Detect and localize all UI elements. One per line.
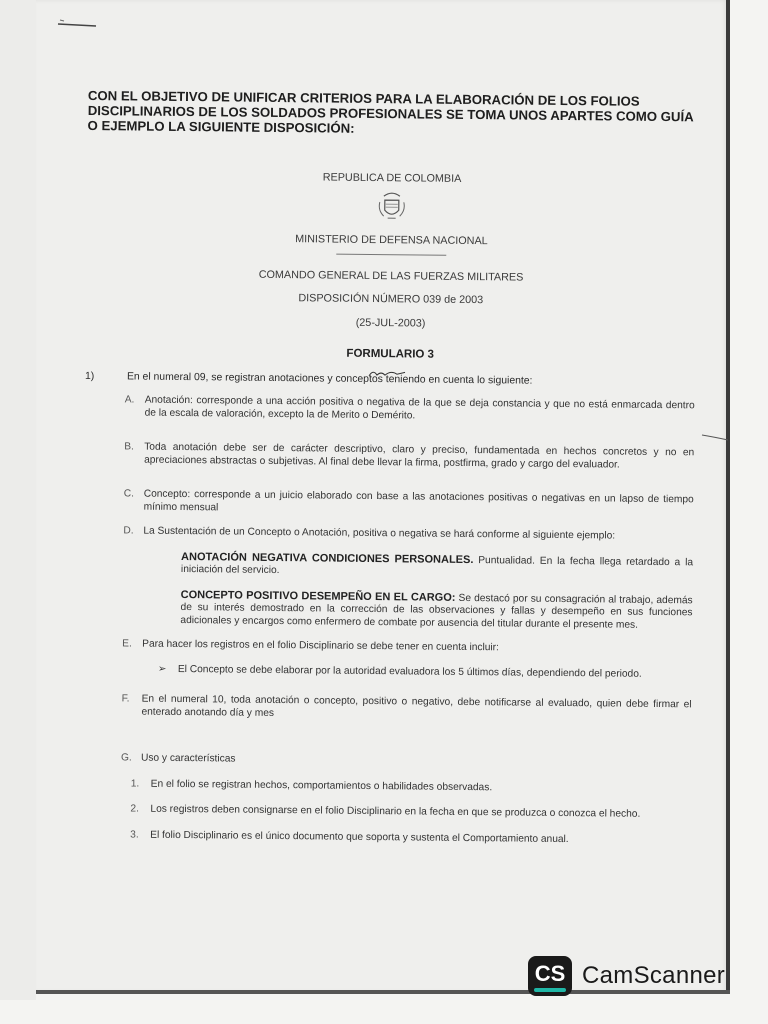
use-number: 2. [130, 803, 140, 815]
item-letter: C. [123, 488, 134, 500]
example-heading: ANOTACIÓN NEGATIVA CONDICIONES PERSONALES. [181, 550, 474, 566]
bullet-item [158, 663, 692, 681]
use-text: Los registros deben consignarse en el folio Disciplinario en la fecha en que se produzca o conozca el hecho. [150, 803, 641, 820]
handwritten-initials [367, 367, 407, 379]
item-letter: A. [124, 394, 135, 406]
item-number: 1) [84, 370, 95, 383]
use-item [131, 778, 691, 796]
item-text: La Sustentación de un Concepto o Anotación, positiva o negativa se hará conforme al siguiente ejemplo: [143, 525, 616, 542]
list-item-a [125, 394, 695, 425]
paper-edge-shadow [726, 0, 730, 992]
camscanner-watermark: CamScanner [582, 962, 726, 989]
item-letter: D. [123, 525, 134, 537]
list-item-c [124, 488, 694, 519]
uses-list [130, 778, 691, 847]
list-item-e [122, 638, 692, 656]
item-text: En el numeral 09, se registran anotaciones y conceptos teniendo en cuenta lo siguiente: [126, 371, 533, 387]
disposition-date: (25-JUL-2003) [355, 316, 426, 330]
example-text: Puntualidad. En la fecha llega retardado a la iniciación del servicio. [180, 554, 694, 577]
camscanner-logo-icon [528, 956, 572, 996]
item-letter: E. [122, 638, 132, 650]
use-number: 3. [130, 828, 139, 841]
document-header: CON EL OBJETIVO DE UNIFICAR CRITERIOS PARA LA ELABORACIÓN DE LOS FOLIOS DISCIPLINARIOS DE LOS SOLDADOS PROFESIONALES SE TOMA UNOS APARTES COMO GUÍA O EJEMPLO LA SIGUIENTE DISPOSICIÓN: [87, 88, 694, 136]
criteria-list [120, 394, 695, 847]
item-letter: F. [121, 693, 130, 705]
example-text: Se destacó por su consagración al trabajo, además de su interés demostrado en la corrección de las observaciones y fallas y desempeño en sus funciones adicionales y encargos como enfermero de combate por ausencia del titular durante el presente mes. [180, 592, 693, 631]
example-heading: CONCEPTO POSITIVO DESEMPEÑO EN EL CARGO: [180, 588, 456, 604]
margin-mark [700, 432, 730, 442]
use-number: 1. [130, 777, 140, 790]
example-positive-concept [180, 588, 692, 632]
list-item-d [123, 525, 693, 543]
item-text: Anotación: corresponde a una acción positiva o negativa de la que se deja constancia y que no está enmarcada dentro de la escala de valoración, excepto la de Merito o Demérito. [144, 394, 695, 421]
bullet-text: El Concepto se debe elaborar por la autoridad evaluadora los 5 últimos días, dependiendo del periodo. [177, 663, 642, 680]
pen-mark [56, 18, 100, 30]
disposition-number: DISPOSICIÓN NÚMERO 039 de 2003 [298, 292, 484, 307]
command-name: COMANDO GENERAL DE LAS FUERZAS MILITARES [258, 268, 524, 284]
ministry-name: MINISTERIO DE DEFENSA NACIONAL [295, 233, 488, 248]
list-item-b [124, 441, 694, 472]
item-text: Para hacer los registros en el folio Disciplinario se debe tener en cuenta incluir: [142, 638, 499, 654]
document-page [80, 88, 698, 847]
item-text: Uso y características [140, 752, 236, 765]
use-item [130, 803, 690, 821]
item-text: En el numeral 10, toda anotación o concepto, positivo o negativo, debe notificarse al evaluado, quien debe firmar el enterado anotando día y mes [141, 693, 692, 719]
item-letter: G. [120, 752, 132, 764]
scanner-margin [0, 0, 36, 1000]
item-letter: B. [124, 441, 134, 453]
list-item-g [121, 752, 691, 770]
logo-accent [534, 988, 566, 992]
arrow-bullet-icon: ➢ [157, 663, 167, 675]
coat-of-arms-icon [374, 188, 410, 224]
example-negative-annotation [181, 551, 693, 582]
divider [336, 254, 446, 256]
list-item-f [121, 693, 691, 724]
use-text: En el folio se registran hechos, comportamientos o habilidades observadas. [150, 778, 493, 793]
item-text: Toda anotación debe ser de carácter descriptivo, claro y preciso, fundamentada en hechos concretos y no en apreciaciones abstractas o subjetivas. Al final debe llevar la firma, postfirma, grado y cargo del evaluador. [144, 441, 695, 471]
item-text: Concepto: corresponde a un juicio elaborado con base a las anotaciones positivas o negativas en un lapso de tiempo mínimo mensual [143, 488, 694, 513]
use-text: El folio Disciplinario es el único documento que soporta y sustenta el Comportamiento anual. [150, 829, 569, 845]
form-title: FORMULARIO 3 [346, 347, 435, 361]
letterhead [85, 169, 697, 363]
camscanner-badge-text: CS [534, 961, 566, 986]
country-name: REPUBLICA DE COLOMBIA [322, 171, 462, 185]
paper-bottom-edge [36, 990, 730, 994]
